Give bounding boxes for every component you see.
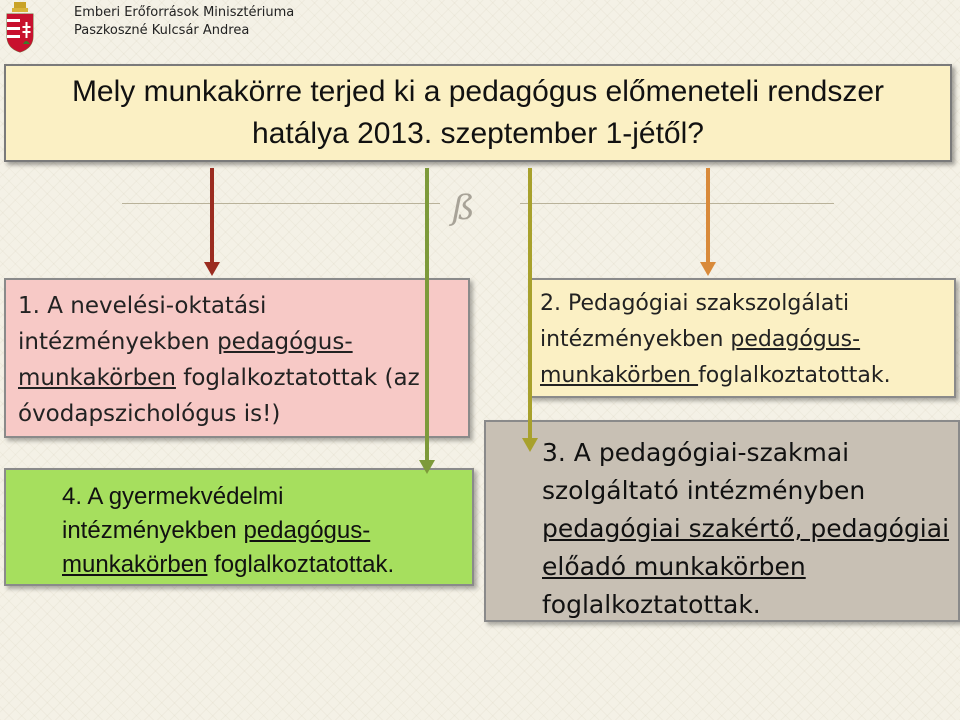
box-1-text xyxy=(18,288,420,432)
box-4-line-2-plain: intézményekben xyxy=(62,517,244,544)
box-3-text xyxy=(542,434,949,624)
hungarian-coat-of-arms-icon xyxy=(4,2,36,54)
box-1-line-2 xyxy=(18,324,420,360)
box-4-line-2-underlined: pedagógus- xyxy=(243,517,371,544)
organization-info xyxy=(74,4,294,40)
box-2-line-3-underlined: munkakörben xyxy=(540,363,699,388)
calligraphic-ornament-icon: ß xyxy=(452,188,475,228)
divider-left xyxy=(122,203,440,204)
box-4-line-3-plain: foglalkoztatottak. xyxy=(207,551,395,578)
organization-name: Emberi Erőforrások Minisztériuma xyxy=(74,5,295,20)
box-1-line-1: 1. A nevelési-oktatási xyxy=(18,293,267,319)
title-line-1: Mely munkakörre terjed ki a pedagógus előmeneteli rendszer xyxy=(71,75,885,108)
box-1-line-3-plain: foglalkoztatottak (az xyxy=(175,365,420,391)
arrowhead-box-1 xyxy=(204,262,220,276)
arrowhead-box-2 xyxy=(700,262,716,276)
box-1-line-3 xyxy=(18,360,420,396)
title-box xyxy=(4,64,952,162)
box-3-line-1: 3. A pedagógiai-szakmai xyxy=(542,438,850,467)
category-box-4 xyxy=(4,468,474,586)
box-4-line-3 xyxy=(62,548,394,582)
presenter-name: Paszkoszné Kulcsár Andrea xyxy=(74,23,250,38)
box-4-line-1: 4. A gyermekvédelmi xyxy=(62,483,284,510)
title-line-2: hatálya 2013. szeptember 1-jétől? xyxy=(252,117,704,150)
box-3-line-2: szolgáltató intézményben xyxy=(542,476,866,505)
box-1-line-2-underlined: pedagógus- xyxy=(217,329,353,355)
box-2-line-2-underlined: pedagógus- xyxy=(730,327,861,352)
box-2-line-3-plain: foglalkoztatottak. xyxy=(698,363,891,388)
box-4-line-3-underlined: munkakörben xyxy=(62,551,208,578)
box-3-line-4: előadó munkakörben xyxy=(542,552,806,581)
box-1-line-2-plain: intézményekben xyxy=(18,329,218,355)
box-3-line-3: pedagógiai szakértő, pedagógiai xyxy=(542,514,950,543)
box-4-text xyxy=(62,480,394,582)
box-2-line-3 xyxy=(540,358,891,394)
box-1-line-3-underlined: munkakörben xyxy=(18,365,176,391)
header xyxy=(0,0,400,44)
box-3-line-5: foglalkoztatottak. xyxy=(542,590,761,619)
box-4-line-2 xyxy=(62,514,394,548)
category-box-3 xyxy=(484,420,960,622)
box-2-text xyxy=(540,286,891,394)
box-1-line-4: óvodapszichológus is!) xyxy=(18,401,281,427)
box-2-line-2 xyxy=(540,322,891,358)
box-2-line-2-plain: intézményekben xyxy=(540,327,731,352)
box-2-line-1: 2. Pedagógiai szakszolgálati xyxy=(540,291,850,316)
divider-right xyxy=(520,203,834,204)
category-box-1 xyxy=(4,278,470,438)
category-box-2 xyxy=(528,278,956,398)
